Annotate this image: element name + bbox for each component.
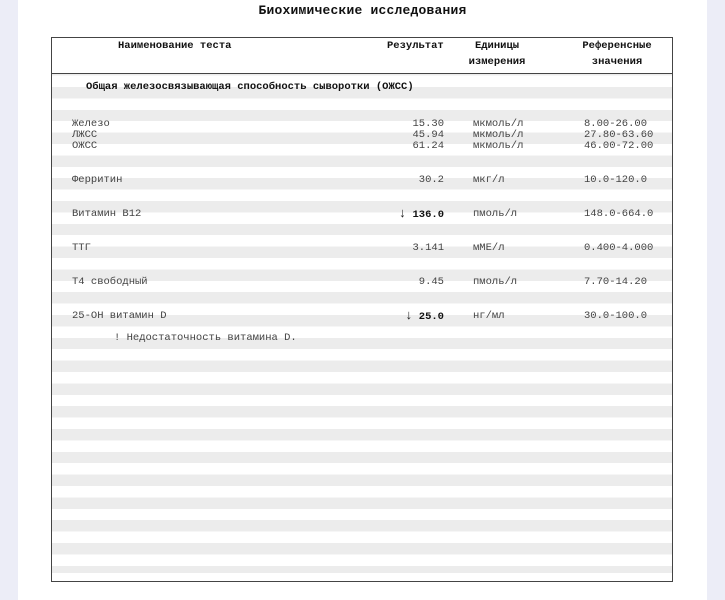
vitamin-d-note: ! Недостаточность витамина D. bbox=[114, 332, 297, 344]
table-header bbox=[52, 38, 672, 74]
test-reference: 7.70-14.20 bbox=[584, 276, 648, 288]
test-result-value: 25.0 bbox=[418, 311, 444, 323]
test-reference: 8.00-26.00 bbox=[584, 118, 648, 130]
test-result bbox=[399, 208, 444, 221]
test-reference: 0.400-4.000 bbox=[584, 242, 654, 254]
test-name: Ферритин bbox=[72, 174, 123, 186]
table-row bbox=[52, 310, 672, 322]
table-row bbox=[52, 242, 672, 254]
test-result: 45.94 bbox=[412, 129, 444, 141]
test-result: 61.24 bbox=[412, 140, 444, 152]
section-title: Общая железосвязывающая способность сыворотки (ОЖСС) bbox=[86, 81, 414, 93]
test-result: 3.141 bbox=[412, 242, 444, 254]
test-unit: пмоль/л bbox=[473, 276, 518, 288]
header-reference bbox=[572, 38, 662, 70]
header-units-line1: Единицы bbox=[474, 40, 520, 52]
test-result: 30.2 bbox=[418, 174, 444, 186]
test-name: 25-OH витамин D bbox=[72, 310, 167, 322]
test-result: 15.30 bbox=[412, 118, 444, 130]
test-unit: мМЕ/л bbox=[473, 242, 505, 254]
arrow-down-icon: ↓ bbox=[398, 206, 407, 221]
test-unit: мкг/л bbox=[473, 174, 505, 186]
test-result: 9.45 bbox=[418, 276, 444, 288]
table-row bbox=[52, 276, 672, 288]
table-row bbox=[52, 140, 672, 152]
header-reference-line1: Референсные bbox=[582, 40, 652, 52]
test-reference: 30.0-100.0 bbox=[584, 310, 648, 322]
test-result-value: 136.0 bbox=[412, 209, 444, 221]
test-unit: мкмоль/л bbox=[473, 140, 524, 152]
header-reference-line2: значения bbox=[591, 56, 643, 68]
test-name: ТТГ bbox=[72, 242, 91, 254]
header-name: Наименование теста bbox=[118, 40, 232, 52]
test-reference: 148.0-664.0 bbox=[584, 208, 654, 220]
header-units-line2: измерения bbox=[468, 56, 526, 68]
test-name: Т4 свободный bbox=[72, 276, 148, 288]
test-reference: 46.00-72.00 bbox=[584, 140, 654, 152]
arrow-down-icon: ↓ bbox=[404, 308, 413, 323]
table-row bbox=[52, 174, 672, 186]
test-reference: 27.80-63.60 bbox=[584, 129, 654, 141]
table-row bbox=[52, 208, 672, 220]
test-unit: нг/мл bbox=[473, 310, 505, 322]
test-name: ОЖСС bbox=[72, 140, 98, 152]
test-unit: пмоль/л bbox=[473, 208, 518, 220]
test-reference: 10.0-120.0 bbox=[584, 174, 648, 186]
test-unit: мкмоль/л bbox=[473, 118, 524, 130]
test-unit: мкмоль/л bbox=[473, 129, 524, 141]
test-name: Витамин B12 bbox=[72, 208, 142, 220]
results-table bbox=[51, 37, 673, 582]
test-name: Железо bbox=[72, 118, 110, 130]
header-result: Результат bbox=[387, 40, 444, 52]
page-title: Биохимические исследования bbox=[258, 3, 467, 18]
test-result bbox=[405, 310, 444, 323]
header-units bbox=[462, 38, 532, 70]
test-name: ЛЖСС bbox=[72, 129, 98, 141]
